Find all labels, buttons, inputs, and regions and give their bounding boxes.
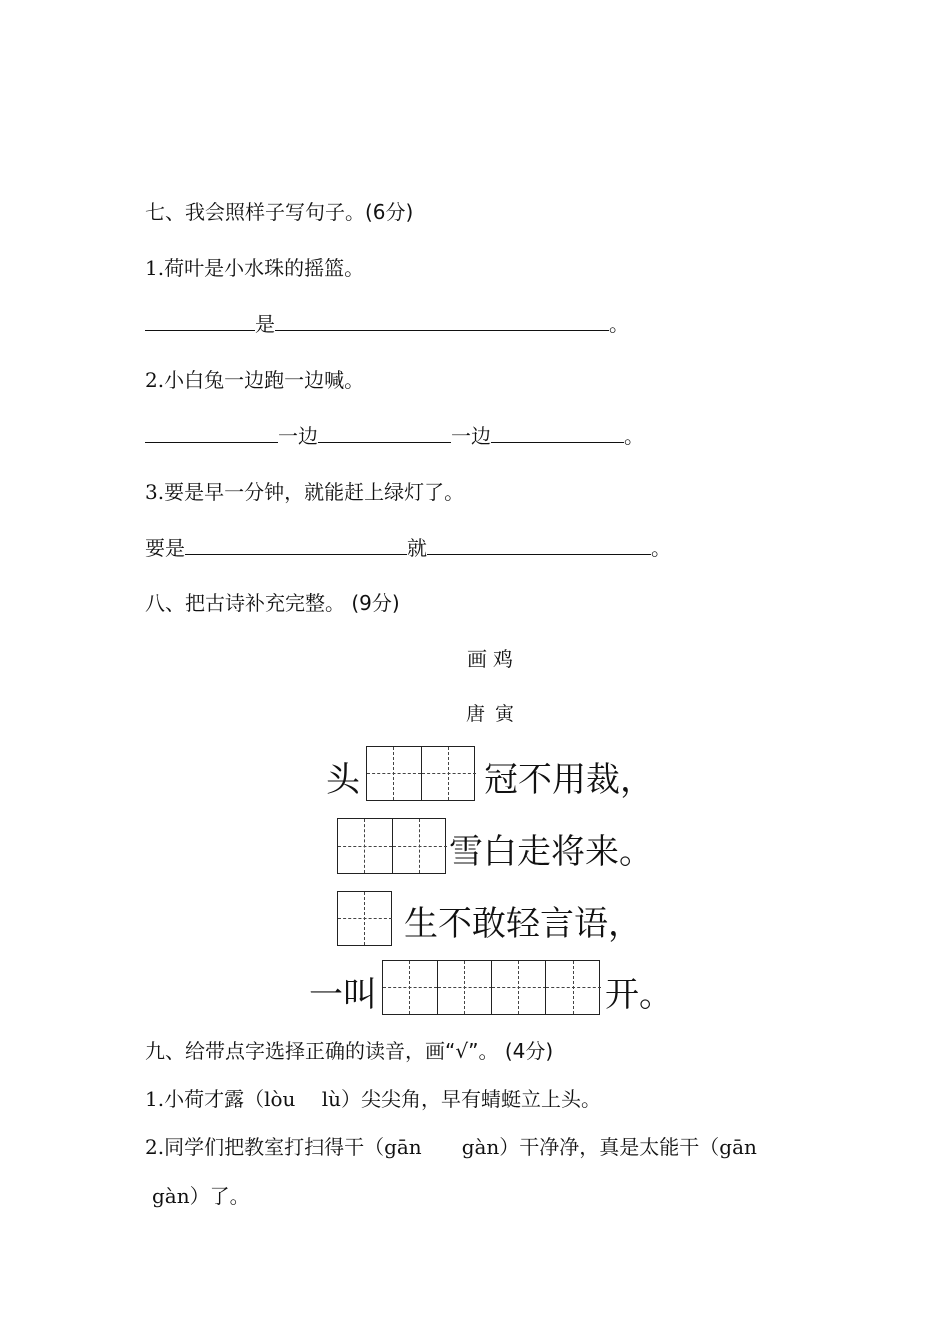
writing-grid-line-3[interactable]: [337, 891, 392, 946]
poem-line-4-start: 一叫: [309, 975, 377, 1015]
section-7-heading: 七、我会照样子写句子。(6分): [145, 200, 414, 224]
answer-connector: 是: [255, 312, 275, 336]
answer-connector: 就: [407, 536, 427, 560]
answer-end-punct: 。: [651, 536, 671, 560]
writing-cell[interactable]: [545, 961, 601, 1014]
writing-grid-line-2[interactable]: [337, 818, 446, 874]
answer-blank[interactable]: [145, 422, 278, 443]
answer-end-punct: 。: [624, 424, 644, 448]
question-9-2-continued: gàn）了。: [152, 1184, 250, 1208]
writing-cell[interactable]: [338, 892, 392, 945]
question-7-3: 3.要是早一分钟，就能赶上绿灯了。: [145, 480, 465, 504]
poem-title: 画鸡: [467, 647, 519, 671]
writing-cell[interactable]: [338, 819, 392, 873]
answer-connector: 要是: [145, 536, 185, 560]
question-9-2: 2.同学们把教室打扫得干（gān gàn）干净净，真是太能干（gān: [145, 1135, 757, 1159]
answer-row-7-3: [145, 532, 671, 561]
answer-connector: 一边: [278, 424, 318, 448]
poem-line-4-end: 开。: [605, 975, 673, 1015]
question-7-2: 2.小白兔一边跑一边喊。: [145, 368, 365, 392]
poem-line-2-end: 雪白走将来。: [449, 832, 653, 872]
poem-line-1-end: 冠不用裁，: [484, 760, 654, 800]
answer-end-punct: 。: [609, 312, 629, 336]
answer-blank[interactable]: [318, 422, 451, 443]
question-7-1: 1.荷叶是小水珠的摇篮。: [145, 256, 365, 280]
answer-blank[interactable]: [145, 310, 255, 331]
writing-cell[interactable]: [421, 747, 476, 800]
answer-row-7-2: [145, 420, 644, 449]
answer-blank[interactable]: [185, 534, 407, 555]
answer-blank[interactable]: [491, 422, 624, 443]
poem-line-3-end: 生不敢轻言语，: [404, 904, 642, 944]
section-9-heading: 九、给带点字选择正确的读音，画“√”。 (4分): [145, 1039, 554, 1063]
poem-author: 唐寅: [466, 703, 525, 725]
writing-cell[interactable]: [383, 961, 437, 1014]
section-8-heading: 八、把古诗补充完整。 (9分): [145, 591, 400, 615]
writing-cell[interactable]: [392, 819, 447, 873]
writing-grid-line-1[interactable]: [366, 746, 475, 801]
answer-row-7-1: [145, 308, 629, 337]
writing-cell[interactable]: [437, 961, 492, 1014]
answer-blank[interactable]: [275, 310, 609, 331]
writing-cell[interactable]: [367, 747, 421, 800]
poem-line-1-start: 头: [326, 760, 360, 800]
writing-grid-line-4[interactable]: [382, 960, 600, 1015]
writing-cell[interactable]: [491, 961, 546, 1014]
answer-connector: 一边: [451, 424, 491, 448]
question-9-1: 1.小荷才露（lòu lù）尖尖角，早有蜻蜓立上头。: [145, 1087, 602, 1111]
answer-blank[interactable]: [427, 534, 651, 555]
